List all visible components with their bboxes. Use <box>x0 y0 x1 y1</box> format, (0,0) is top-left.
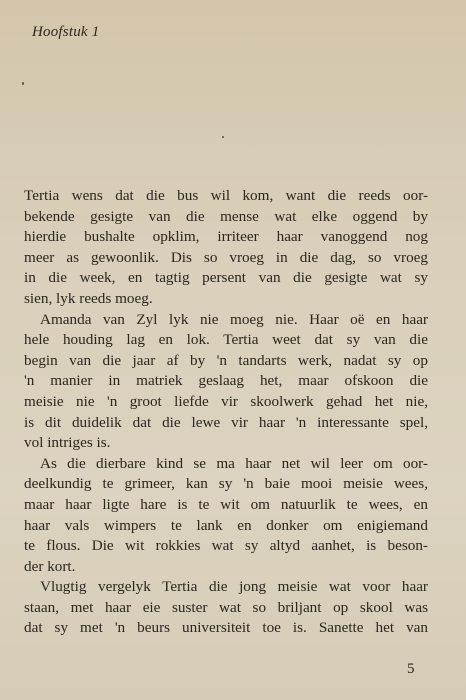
text-line: vol intriges is. <box>24 434 111 452</box>
text-line: maar haar ligte hare is te wit om natuurlik te wees, en <box>24 495 428 513</box>
text-line: As die dierbare kind se ma haar net wil leer om oor- <box>40 454 428 472</box>
text-line: is dit duidelik dat die lewe vir haar 'n interessante spel, <box>24 413 428 431</box>
page-number: 5 <box>407 661 415 677</box>
print-speck <box>22 82 24 85</box>
text-line: staan, met haar eie suster wat so briljant op skool was <box>24 598 428 616</box>
text-line: Amanda van Zyl lyk nie moeg nie. Haar oë en haar <box>40 310 428 328</box>
text-line: haar vals wimpers te lank en donker om enigiemand <box>24 516 428 534</box>
text-line: in die week, en tagtig persent van die gesigte wat sy <box>24 269 428 287</box>
text-line: te flous. Die wit rokkies wat sy altyd aanhet, is beson- <box>24 537 428 555</box>
text-line: begin van die jaar af by 'n tandarts werk, nadat sy op <box>24 351 428 369</box>
body-text <box>24 186 428 639</box>
text-line: dat sy met 'n beurs universiteit toe is. Sanette het van <box>24 619 428 637</box>
text-line: meisie nie 'n groot liefde vir skoolwerk gehad het nie, <box>24 392 428 410</box>
text-line: meer as gewoonlik. Dis so vroeg in die dag, so vroeg <box>24 248 428 266</box>
text-line: deelkundig te grimeer, kan sy 'n baie mooi meisie wees, <box>24 475 428 493</box>
print-speck <box>222 136 224 138</box>
text-line: 'n manier in matriek geslaag het, maar ofskoon die <box>24 372 428 390</box>
chapter-heading: Hoofstuk 1 <box>32 24 100 40</box>
text-line: hierdie bushalte opklim, irriteer haar vanoggend nog <box>24 228 428 246</box>
text-line: Vlugtig vergelyk Tertia die jong meisie wat voor haar <box>40 578 428 596</box>
text-line: sien, lyk reeds moeg. <box>24 289 153 307</box>
text-line: bekende gesigte van die mense wat elke oggend by <box>24 207 428 225</box>
text-line: hele houding lag en lok. Tertia weet dat sy van die <box>24 331 428 349</box>
text-line: Tertia wens dat die bus wil kom, want die reeds oor- <box>24 187 428 204</box>
text-line: der kort. <box>24 557 76 575</box>
